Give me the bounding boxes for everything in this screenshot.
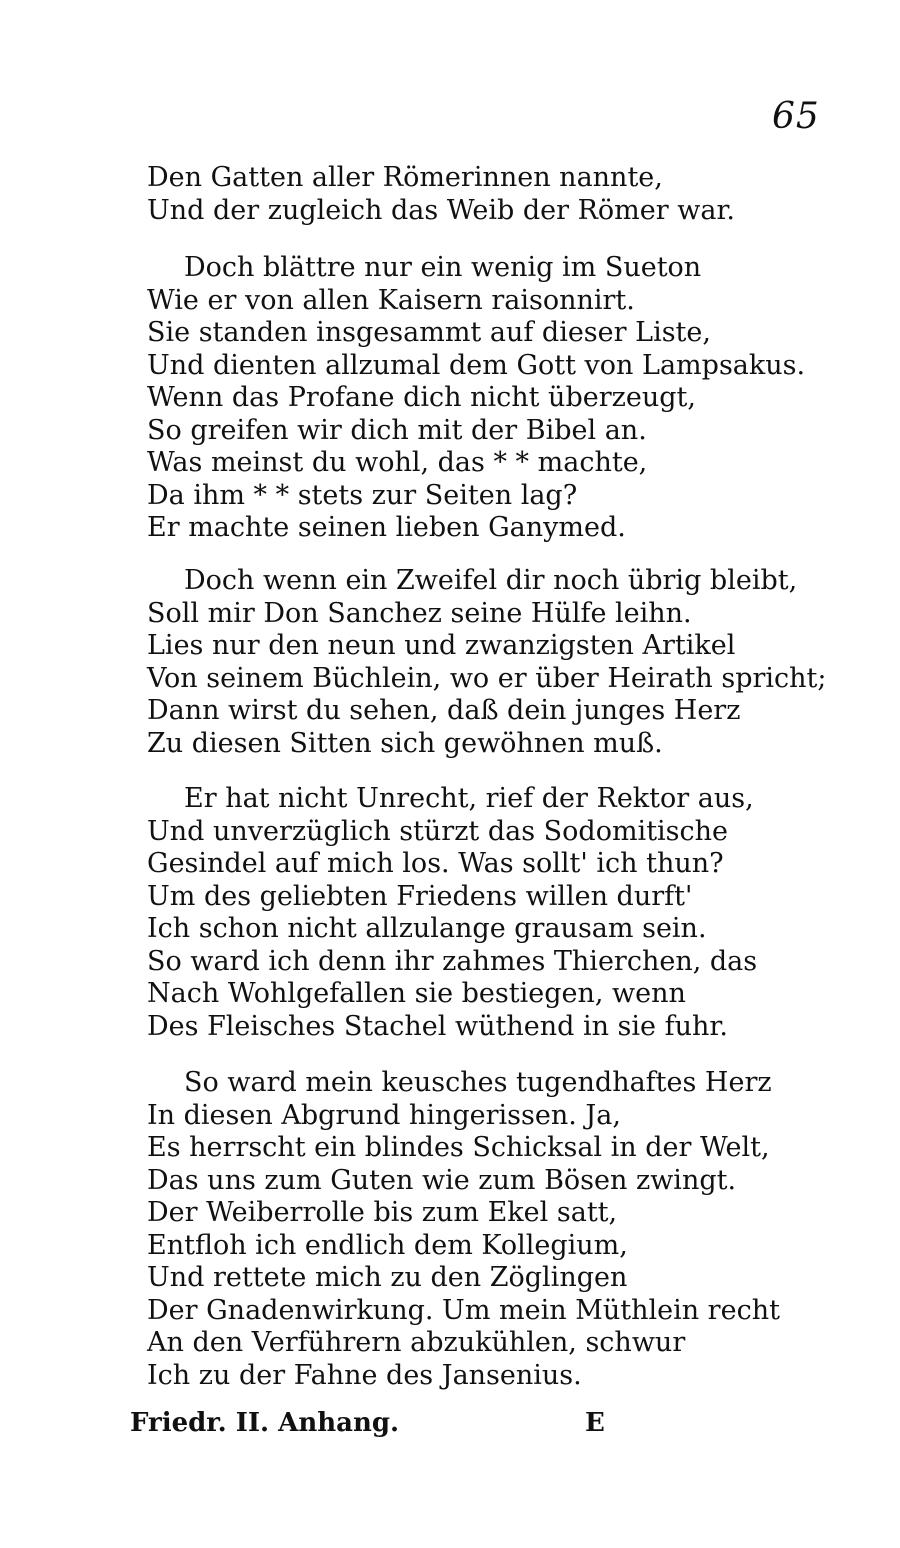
verse-line: Entfloh ich endlich dem Kollegium, <box>147 1229 628 1261</box>
stanza-2 <box>147 252 847 545</box>
verse-line: Es herrscht ein blindes Schicksal in der Welt, <box>147 1132 770 1163</box>
verse-line: Ich zu der Fahne des Jansenius. <box>147 1359 582 1391</box>
verse-line: Nach Wohlgefallen sie bestiegen, wenn <box>147 978 686 1009</box>
verse-line: Zu diesen Sitten sich gewöhnen muß. <box>147 727 663 759</box>
verse-line: So ward mein keusches tugendhaftes Herz <box>184 1067 772 1098</box>
verse-line: Wie er von allen Kaisern raisonnirt. <box>147 284 635 316</box>
verse-line: An den Verführern abzukühlen, schwur <box>147 1327 686 1358</box>
verse-line: Was meinst du wohl, das * * machte, <box>147 447 648 478</box>
verse-line: Und rettete mich zu den Zöglingen <box>147 1262 628 1293</box>
verse-line: Wenn das Profane dich nicht überzeugt, <box>147 382 696 413</box>
verse-line: Soll mir Don Sanchez seine Hülfe leihn. <box>147 597 692 629</box>
verse-line: Der Gnadenwirkung. Um mein Müthlein recht <box>147 1294 780 1326</box>
verse-line: In diesen Abgrund hingerissen. Ja, <box>147 1099 621 1131</box>
verse-line: Und dienten allzumal dem Gott von Lampsakus. <box>147 349 806 381</box>
verse-line: Der Weiberrolle bis zum Ekel satt, <box>147 1197 618 1228</box>
verse-line: Um des geliebten Friedens willen durft' <box>147 880 693 912</box>
stanza-1 <box>147 162 847 227</box>
verse-line: Doch wenn ein Zweifel dir noch übrig bleibt, <box>184 565 798 596</box>
verse-line: Des Fleisches Stachel wüthend in sie fuhr. <box>147 1010 728 1042</box>
verse-line: Doch blättre nur ein wenig im Sueton <box>184 252 702 283</box>
verse-line: Ich schon nicht allzulange grausam sein. <box>147 913 707 944</box>
verse-line: Da ihm * * stets zur Seiten lag? <box>147 479 578 511</box>
signature-mark: E <box>585 1408 605 1438</box>
stanza-5 <box>147 1067 847 1392</box>
page-number: 65 <box>772 96 820 137</box>
stanza-3 <box>147 565 847 760</box>
page-footer <box>130 1405 730 1441</box>
stanza-4 <box>147 783 847 1043</box>
verse-line: Den Gatten aller Römerinnen nannte, <box>147 162 663 193</box>
verse-line: So greifen wir dich mit der Bibel an. <box>147 414 647 446</box>
signature-line: Friedr. II. Anhang. <box>130 1408 400 1438</box>
verse-line: So ward ich denn ihr zahmes Thierchen, das <box>147 945 758 977</box>
verse-line: Und der zugleich das Weib der Römer war. <box>147 194 735 226</box>
verse-line: Lies nur den neun und zwanzigsten Artikel <box>147 630 736 661</box>
verse-line: Und unverzüglich stürzt das Sodomitische <box>147 815 729 847</box>
verse-line: Dann wirst du sehen, daß dein junges Herz <box>147 695 741 726</box>
verse-line: Er machte seinen lieben Ganymed. <box>147 512 626 543</box>
verse-line: Sie standen insgesammt auf dieser Liste, <box>147 317 711 348</box>
verse-line: Von seinem Büchlein, wo er über Heirath spricht; <box>147 662 827 694</box>
verse-line: Gesindel auf mich los. Was sollt' ich thun? <box>147 848 724 879</box>
verse-line: Das uns zum Guten wie zum Bösen zwingt. <box>147 1164 737 1196</box>
verse-line: Er hat nicht Unrecht, rief der Rektor aus, <box>184 783 754 814</box>
